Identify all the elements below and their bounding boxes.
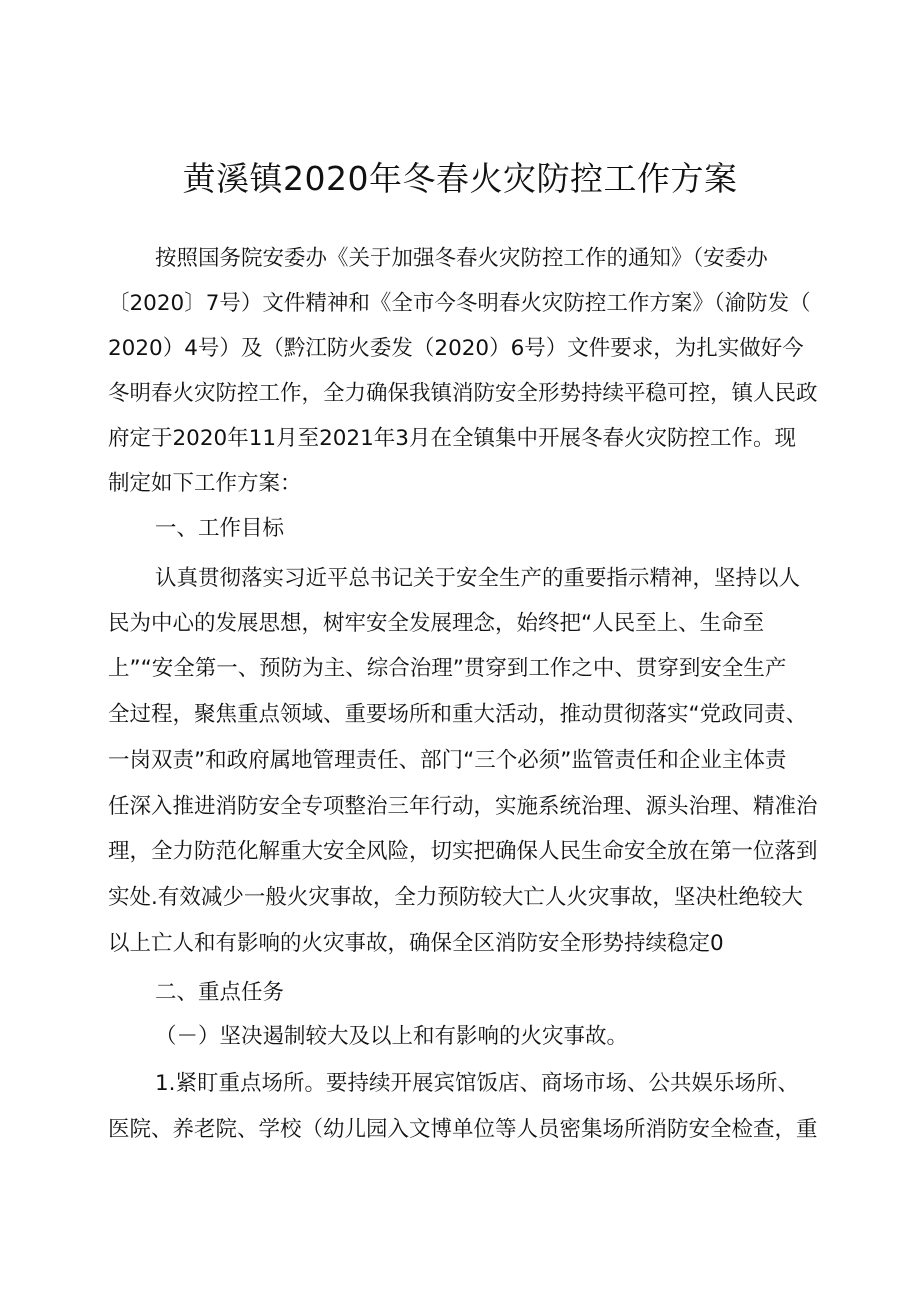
section-heading: 二、重点任务	[155, 980, 285, 1005]
paragraph-line: 2020）4号）及（黔江防火委发（2020）6号）文件要求，为扎实做好今	[108, 336, 804, 361]
paragraph-line: 实处.有效减少一般火灾事故，全力预防较大亡人火灾事故，坚决杜绝较大	[108, 885, 803, 910]
paragraph-line: 冬明春火灾防控工作，全力确保我镇消防安全形势持续平稳可控，镇人民政	[108, 381, 818, 406]
paragraph-line: 上”“安全第一、预防为主、综合治理”贯穿到工作之中、贯穿到安全生产	[108, 656, 787, 681]
paragraph-line: 按照国务院安委办《关于加强冬春火灾防控工作的通知》（安委办	[155, 246, 768, 271]
paragraph-line: 认真贯彻落实习近平总书记关于安全生产的重要指示精神，坚持以人	[155, 566, 801, 591]
paragraph-line: 理，全力防范化解重大安全风险，切实把确保人民生命安全放在第一位落到	[108, 839, 818, 864]
paragraph-line: 任深入推进消防安全专项整治三年行动，实施系统治理、源头治理、精准治	[108, 794, 818, 819]
paragraph-line: 〔2020〕7号）文件精神和《全市今冬明春火灾防控工作方案》（渝防发（	[108, 291, 811, 316]
paragraph-line: 制定如下工作方案：	[108, 471, 302, 496]
paragraph-line: 府定于2020年11月至2021年3月在全镇集中开展冬春火灾防控工作。现	[108, 426, 796, 451]
paragraph-line: 全过程，聚焦重点领域、重要场所和重大活动，推动贯彻落实“党政同责、	[108, 702, 808, 727]
paragraph-line: 民为中心的发展思想，树牢安全发展理念，始终把“人民至上、生命至	[108, 611, 765, 636]
paragraph-line: 以上亡人和有影响的火灾事故，确保全区消防安全形势持续稳定0	[108, 931, 724, 956]
subsection-heading: （－）坚决遏制较大及以上和有影响的火灾事故。	[155, 1024, 629, 1049]
paragraph-line: 1.紧盯重点场所。要持续开展宾馆饭店、商场市场、公共娱乐场所、	[155, 1071, 800, 1096]
paragraph-line: 一岗双责”和政府属地管理责任、部门“三个必须”监管责任和企业主体责	[108, 748, 787, 773]
section-heading: 一、工作目标	[155, 516, 285, 541]
document-title: 黄溪镇2020年冬春火灾防控工作方案	[182, 159, 738, 198]
paragraph-line: 医院、养老院、学校（幼儿园入文博单位等人员密集场所消防安全检查，重	[108, 1117, 818, 1142]
